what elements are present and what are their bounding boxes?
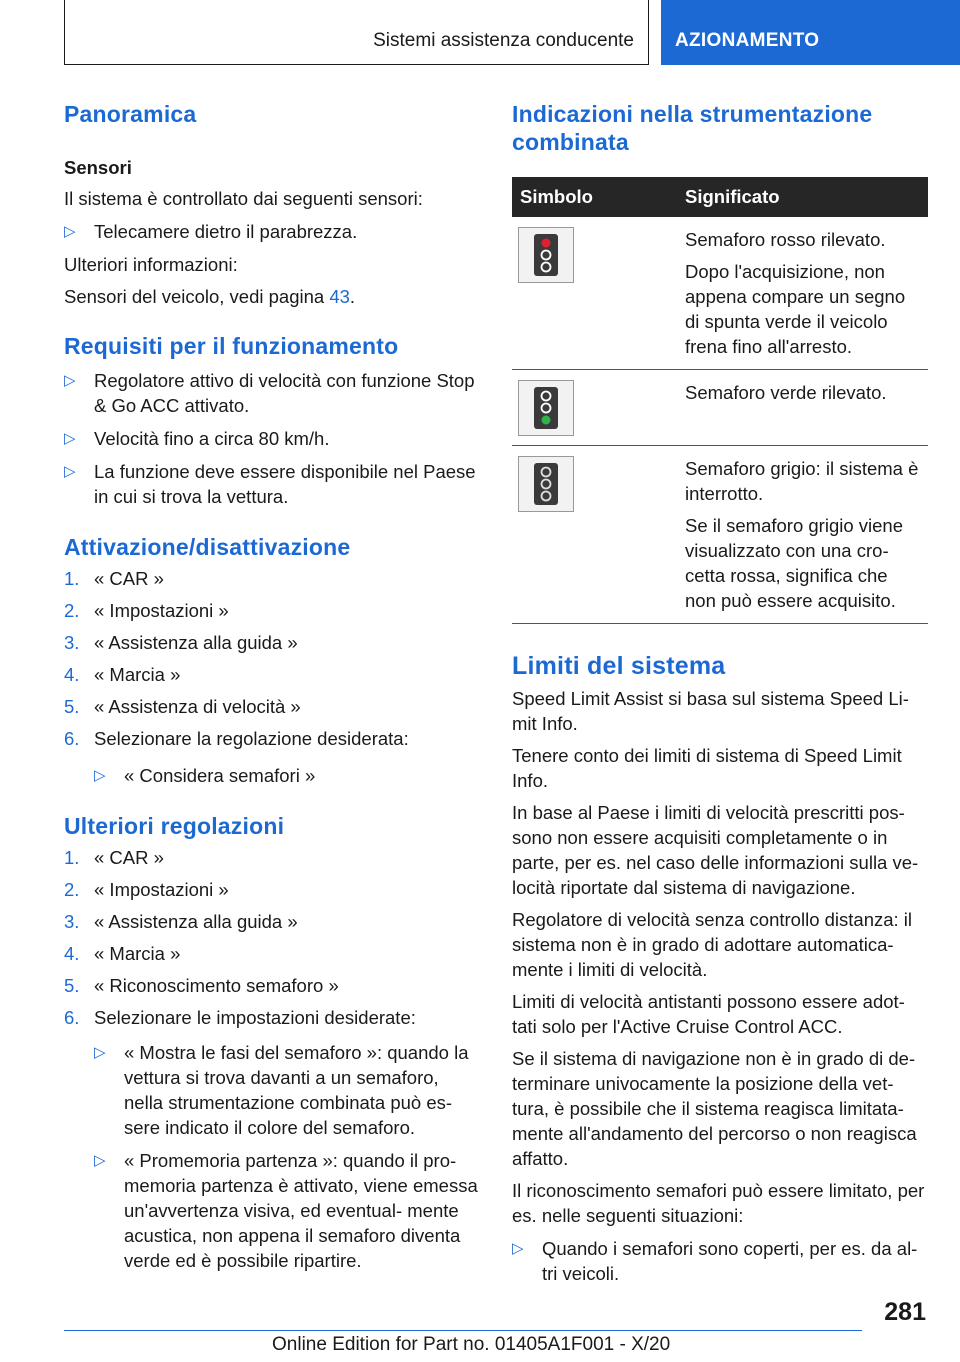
further-settings-title: Ulteriori regolazioni [64,813,285,839]
list-item: 1. « CAR » [64,568,164,589]
list-item: 6. Selezionare la regolazione desiderata: [64,728,409,749]
list-item: 1. « CAR » [64,847,164,868]
list-item: 4. « Marcia » [64,943,181,964]
indicators-title: Indicazioni nella strumentazione combinata [512,101,873,155]
activation-steps [64,566,480,788]
header-section-box [64,0,649,65]
bullet-triangle-icon: ▷ [64,372,76,389]
list-item: 5. « Assistenza di velocità » [64,696,301,717]
meaning-text: Semaforo verde rilevato. [685,382,887,403]
footer-divider [64,1330,862,1331]
meaning-text: Semaforo rosso rilevato. [685,229,886,250]
sensors-intro: Il sistema è controllato dai seguenti sensori: [64,188,423,209]
list-item: ▷ « Mostra le fasi del semaforo »: quando la vettura si trova davanti a un semaforo, nella strumentazione combinata può es‐ sere indicato il colore del semaforo. [94,1042,469,1138]
bullet-triangle-icon: ▷ [94,1044,106,1061]
sensors-bullet: ▷ Telecamere dietro il parabrezza. [64,221,358,242]
header-section-title: Sistemi assistenza conducente [373,30,634,51]
page-number: 281 [884,1298,926,1326]
bullet-triangle-icon: ▷ [512,1240,524,1257]
meaning-text: Semaforo grigio: il sistema è interrotto. [685,458,919,504]
limits-paragraph: Il riconoscimento semafori può essere limitato, per es. nelle seguenti situazioni: [512,1180,925,1226]
list-item: ▷ « Considera semafori » [94,765,316,786]
footer-edition: Online Edition for Part no. 01405A1F001 - X/20 [272,1334,671,1355]
limits-paragraph: Regolatore di velocità senza controllo distanza: il sistema non è in grado di adottare automatica‐ mente i limiti di velocità. [512,909,913,980]
bullet-triangle-icon: ▷ [64,463,76,480]
list-item: ▷ Quando i semafori sono coperti, per es. da al‐ tri veicoli. [512,1238,918,1284]
meaning-text: Dopo l'acquisizione, non appena compare un segno di spunta verde il veicolo frena fino all'arresto. [685,261,906,357]
limits-paragraph: Tenere conto dei limiti di sistema di Speed Limit Info. [512,745,902,791]
table-row [512,446,928,624]
header-chapter-title: AZIONAMENTO [675,30,820,51]
indicator-table [512,177,928,624]
limits-paragraph: Se il sistema di navigazione non è in grado di de‐ terminare univocamente la posizione della vet‐ tura, è possibile che il sistema reagisca limitata‐ mente all'andamento del percorso o non reagisca affatto. [512,1048,917,1169]
meaning-text: Se il semaforo grigio viene visualizzato con una cro‐ cetta rossa, significa che non può essere acquisito. [685,515,903,611]
limits-paragraph: In base al Paese i limiti di velocità prescritti pos‐ sono non essere acquisiti completamente o in parte, per es. nel caso delle informazioni sulla ve‐ locità riportate dal sistema di navigazione. [512,802,919,898]
sensors-title: Sensori [64,157,132,178]
traffic-light-red-icon [518,227,574,283]
list-item: ▷ Velocità fino a circa 80 km/h. [64,428,330,449]
activation-title: Attivazione/disattivazione [64,534,351,560]
list-item: 5. « Riconoscimento semaforo » [64,975,339,996]
bullet-triangle-icon: ▷ [64,223,76,240]
more-info-label: Ulteriori informazioni: [64,254,238,275]
bullet-triangle-icon: ▷ [94,767,106,784]
right-column [512,100,928,1286]
requirements-list [64,368,480,509]
limits-paragraph: Limiti di velocità antistanti possono essere adot‐ tati solo per l'Active Cruise Control ACC. [512,991,905,1037]
table-row [512,217,928,370]
header-chapter-tab [661,0,960,65]
list-item: 2. « Impostazioni » [64,600,229,621]
list-item: 3. « Assistenza alla guida » [64,911,298,932]
requirements-title: Requisiti per il funzionamento [64,333,399,359]
page-link-43[interactable]: 43 [329,286,350,307]
table-header-meaning: Significato [677,177,928,217]
table-header-row [512,177,928,217]
table-header-symbol: Simbolo [512,177,677,217]
limits-title: Limiti del sistema [512,652,726,680]
list-item: 4. « Marcia » [64,664,181,685]
limits-body [512,686,928,1286]
overview-title: Panoramica [64,101,197,127]
bullet-triangle-icon: ▷ [94,1152,106,1169]
list-item: 3. « Assistenza alla guida » [64,632,298,653]
list-item: 6. Selezionare le impostazioni desiderate: [64,1007,416,1028]
table-row [512,370,928,446]
bullet-triangle-icon: ▷ [64,430,76,447]
left-column [64,100,480,1273]
list-item: 2. « Impostazioni » [64,879,229,900]
sensors-reference: Sensori del veicolo, vedi pagina 43. [64,286,356,307]
limits-paragraph: Speed Limit Assist si basa sul sistema Speed Li‐ mit Info. [512,688,909,734]
further-steps [64,845,480,1273]
traffic-light-green-icon [518,380,574,436]
list-item: ▷ Regolatore attivo di velocità con funzione Stop & Go ACC attivato. [64,370,475,416]
list-item: ▷ « Promemoria partenza »: quando il pro‐ memoria partenza è attivato, viene emessa un'avvertenza visiva, ed eventual‐ mente acustica, non appena il semaforo diventa verde ed è possibile ripartire. [94,1150,478,1271]
traffic-light-grey-icon [518,456,574,512]
list-item: ▷ La funzione deve essere disponibile nel Paese in cui si trova la vettura. [64,461,476,507]
